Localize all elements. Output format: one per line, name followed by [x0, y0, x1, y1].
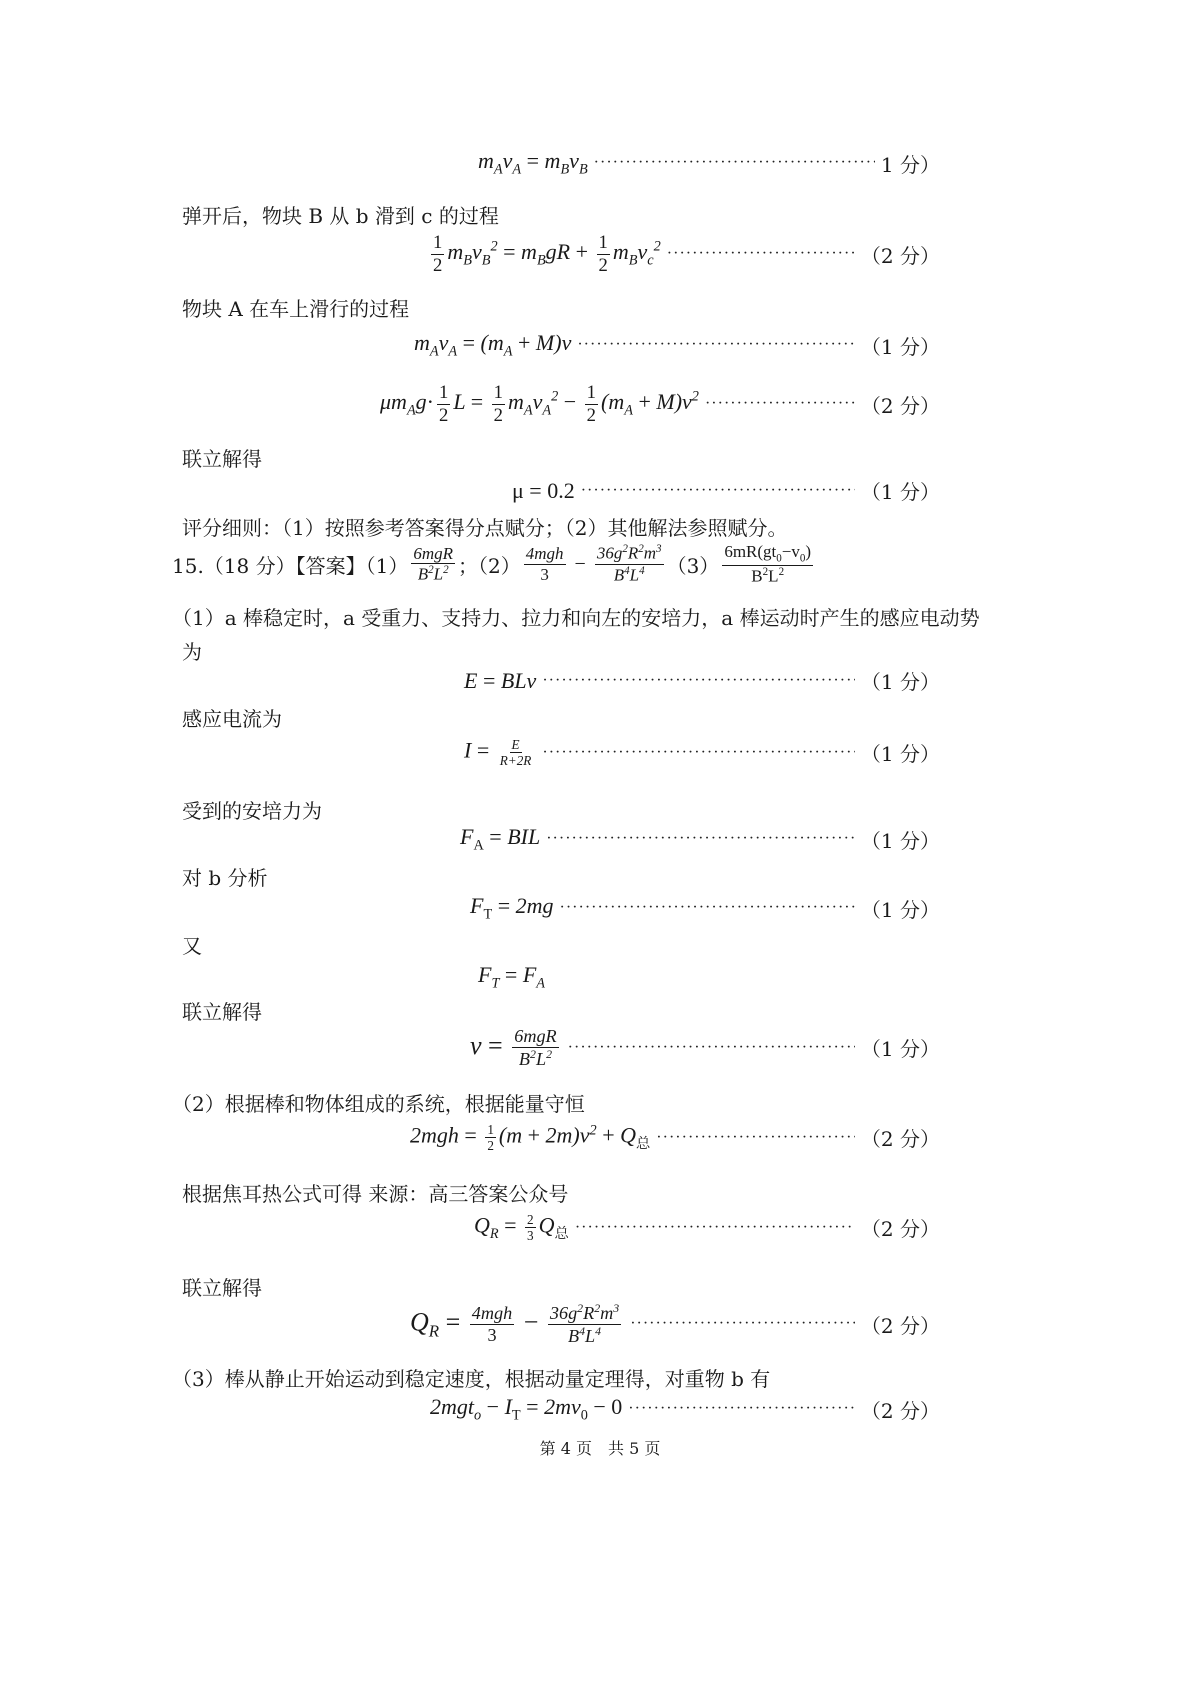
score: （1 分） — [860, 480, 940, 504]
paragraph-text: 为 — [182, 640, 202, 664]
dot-leader — [667, 245, 855, 263]
dot-leader — [560, 899, 855, 917]
equation-ampere-force: $F_A$ = BIL ····· （1 分） — [460, 824, 940, 854]
page-footer: 第 4 页 共 5 页 — [539, 1439, 661, 1458]
equation-current: I = $\frac{E}{R+2R}$ ····· （1 分） — [464, 737, 940, 768]
score: （1 分） — [860, 334, 940, 359]
paragraph-text: （1）a 棒稳定时，a 受重力、支持力、拉力和向左的安培力，a 棒运动时产生的感应电动势 — [172, 606, 980, 630]
paragraph-text: （3）棒从静止开始运动到稳定速度，根据动量定理得，对重物 b 有 — [172, 1367, 771, 1391]
paragraph-text: 联立解得 — [182, 447, 262, 471]
paragraph-text: 感应电流为 — [182, 707, 282, 731]
score: （2 分） — [860, 243, 940, 268]
score: （2 分） — [860, 1217, 940, 1242]
dot-leader — [630, 1315, 855, 1333]
equation-momentum-ab: $m_Av_A = m_Bv_B$ ····· 1 分） — [478, 148, 940, 178]
paragraph-text: 对 b 分析 — [182, 866, 268, 890]
score: （2 分） — [860, 1398, 940, 1423]
paragraph-text: 弹开后，物块 B 从 b 滑到 c 的过程 — [182, 204, 499, 228]
equation-force-balance: $F_T = F_A$ — [478, 962, 546, 992]
score: （2 分） — [860, 393, 940, 418]
dot-leader — [705, 395, 855, 413]
equation-mu-result: μ = 0.2 ····· （1 分） — [512, 476, 940, 505]
grading-note: 评分细则：（1）按照参考答案得分点赋分；（2）其他解法参照赋分。 — [182, 516, 788, 540]
dot-leader — [628, 1400, 855, 1418]
equation-friction-energy: $\mu m_Ag\cdot$ $\frac{1}{2}$ L = $\frac{1}{2}$ $m_Av_A^2$ − $\frac{1}{2}$ $(m_A + M)v^2$ ····· （2 分） — [380, 382, 940, 426]
paragraph-text: 受到的安培力为 — [182, 799, 322, 823]
dot-leader — [546, 830, 855, 848]
score: （1 分） — [860, 897, 940, 922]
score: 1 分） — [880, 152, 940, 177]
dot-leader — [594, 154, 875, 172]
dot-leader — [568, 1039, 855, 1057]
paragraph-text: （2）根据棒和物体组成的系统，根据能量守恒 — [172, 1092, 585, 1116]
score: （2 分） — [860, 1313, 940, 1338]
paragraph-text: 物块 A 在车上滑行的过程 — [182, 297, 410, 321]
equation-energy-conservation: 2mgh = $\frac{1}{2}$ $(m + 2m)v^2 + Q_总$ ····· （2 分） — [410, 1122, 940, 1153]
equation-velocity: v = $\frac{\text{6mgR}}{B^2L^2}$ ····· （1 分） — [470, 1026, 940, 1070]
equation-impulse: $2mgt_o - I_T = 2mv_0 - 0$ ····· （2 分） — [430, 1394, 940, 1424]
paragraph-text: 联立解得 — [182, 1000, 262, 1024]
equation-heat-result: $Q_R$ = $\frac{\text{4mgh}}{3}$ − $\frac{36g^2R^2m^3}{B^4L^4}$ ····· （2 分） — [410, 1302, 940, 1347]
equation-tension: $F_T = 2mg$ ····· （1 分） — [470, 893, 940, 923]
dot-leader — [575, 1219, 855, 1237]
score: （1 分） — [860, 742, 940, 767]
question-15-answer: 15.（18 分）【答案】（1） $\frac{\text{6mgR}}{B^2L^2}$ ；（2） $\frac{\text{4mgh}}{3}$ − $\frac{36g^2R^2m^3}{B^4L^4}$ （3） $\frac{6mR(gt_0-v_0)}{B^2L^2}$ — [172, 542, 812, 586]
score: （1 分） — [860, 1037, 940, 1062]
dot-leader — [581, 482, 855, 500]
equation-energy-b: $\frac{1}{2}$ $m_Bv_B^2 = m_BgR$ + $\frac{1}{2}$ $m_Bv_c^2$ ····· （2 分） — [428, 232, 940, 276]
dot-leader — [542, 672, 855, 690]
dot-leader — [542, 744, 855, 762]
paragraph-text: 又 — [182, 934, 202, 958]
dot-leader — [577, 336, 855, 354]
paragraph-text: 联立解得 — [182, 1276, 262, 1300]
score: （1 分） — [860, 828, 940, 853]
equation-momentum-car: $m_Av_A = (m_A + M)v$ ····· （1 分） — [414, 330, 940, 360]
paragraph-text: 根据焦耳热公式可得 来源：高三答案公众号 — [182, 1182, 569, 1206]
equation-heat-ratio: $Q_R$ = $\frac{2}{3}$ $Q_总$ ····· （2 分） — [474, 1212, 940, 1243]
equation-emf: E = BLv ····· （1 分） — [464, 666, 940, 695]
score: （1 分） — [860, 670, 940, 694]
dot-leader — [656, 1129, 855, 1147]
score: （2 分） — [860, 1127, 940, 1152]
